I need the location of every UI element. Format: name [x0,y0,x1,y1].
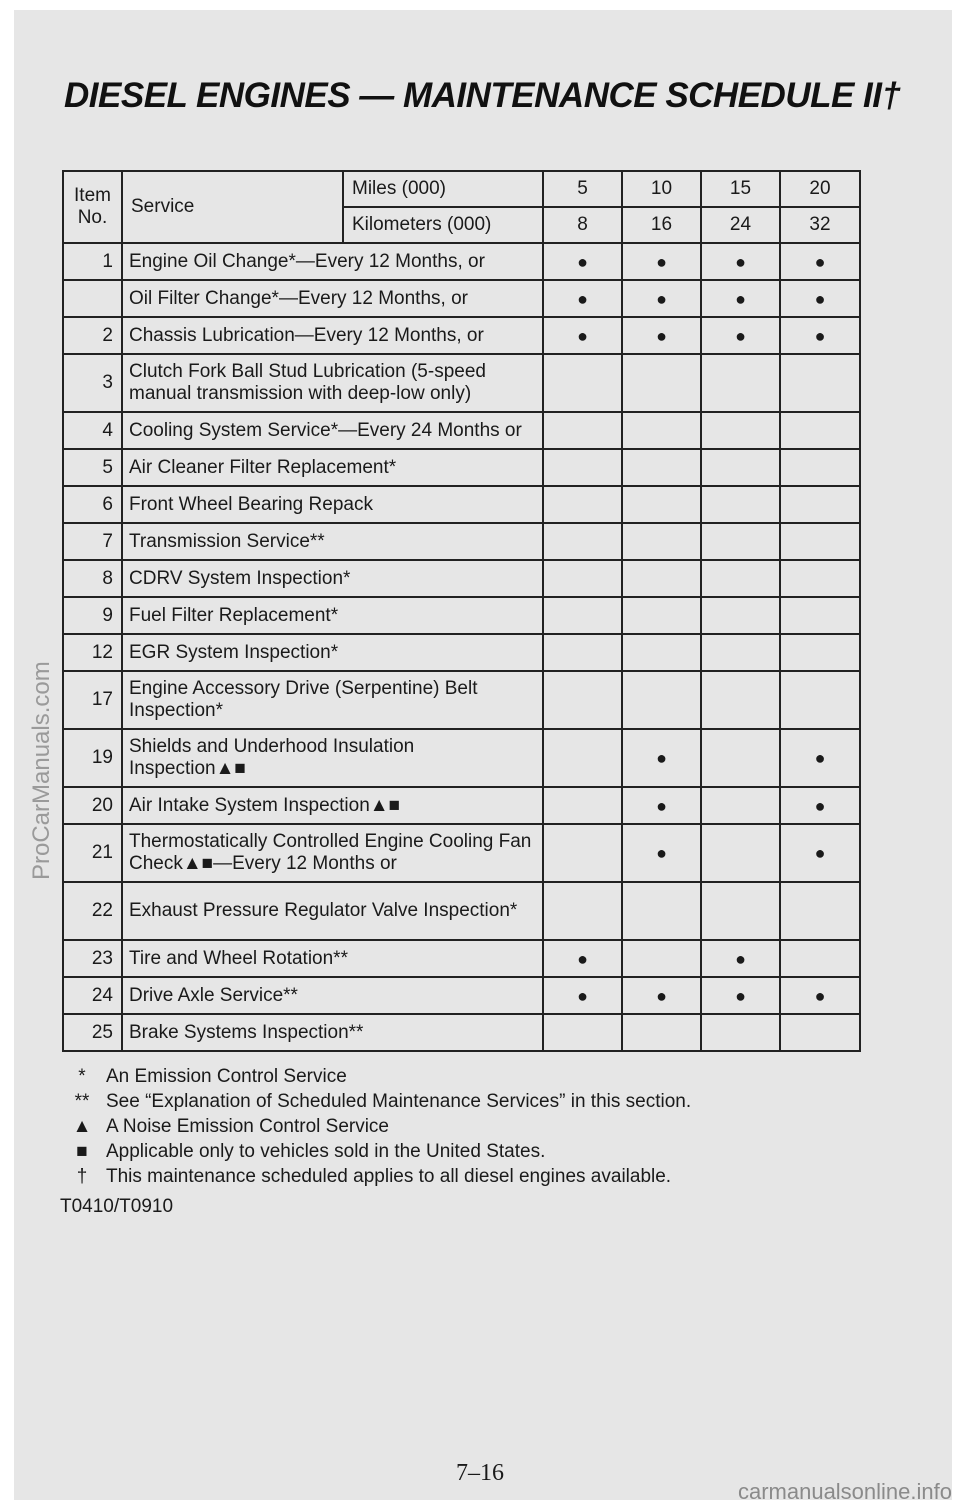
footnote [58,1164,691,1189]
footnote-text: A Noise Emission Control Service [106,1116,389,1137]
schedule-mark: ● [543,977,622,1014]
table-row [63,882,860,940]
schedule-mark [701,354,780,412]
footnote-text: An Emission Control Service [106,1066,347,1087]
item-number: 9 [63,597,122,634]
item-number: 6 [63,486,122,523]
schedule-mark [701,882,780,940]
footnote-symbol: * [78,1066,86,1087]
kilometers-header: Kilometers (000) [343,207,543,243]
service-description: Engine Accessory Drive (Serpentine) Belt Inspection* [122,671,543,729]
miles-interval: 10 [622,171,701,207]
schedule-mark [543,354,622,412]
schedule-mark [622,523,701,560]
schedule-mark: ● [780,977,860,1014]
schedule-mark: ● [622,977,701,1014]
schedule-mark: ● [701,317,780,354]
item-number: 20 [63,787,122,824]
schedule-mark: ● [701,243,780,280]
schedule-mark [543,787,622,824]
schedule-mark [543,486,622,523]
table-row [63,940,860,977]
schedule-mark [701,1014,780,1051]
table-row [63,449,860,486]
service-description: Clutch Fork Ball Stud Lubrication (5-speed manual transmission with deep-low only) [122,354,543,412]
service-description: Exhaust Pressure Regulator Valve Inspection* [122,882,543,940]
service-header: Service [122,171,343,243]
schedule-mark [780,354,860,412]
schedule-mark: ● [780,280,860,317]
schedule-mark [622,882,701,940]
item-number: 23 [63,940,122,977]
footnote-text: This maintenance scheduled applies to all diesel engines available. [106,1166,672,1187]
item-number: 17 [63,671,122,729]
km-interval: 32 [780,207,860,243]
schedule-mark [543,523,622,560]
watermark-bottom: carmanualsonline.info [737,1479,952,1504]
service-description: Drive Axle Service** [122,977,543,1014]
schedule-mark [622,597,701,634]
schedule-mark [543,729,622,787]
service-description: Air Cleaner Filter Replacement* [122,449,543,486]
table-row [63,824,860,882]
schedule-mark [701,597,780,634]
schedule-mark [780,523,860,560]
item-number: 21 [63,824,122,882]
schedule-mark [701,671,780,729]
schedule-mark: ● [622,280,701,317]
footnote-text: Applicable only to vehicles sold in the United States. [106,1141,546,1162]
service-description: EGR System Inspection* [122,634,543,671]
schedule-mark [701,523,780,560]
footnote [58,1139,691,1164]
schedule-mark [543,560,622,597]
service-description: Oil Filter Change*—Every 12 Months, or [122,280,543,317]
schedule-mark [701,787,780,824]
schedule-mark [543,449,622,486]
schedule-mark: ● [543,243,622,280]
table-row [63,486,860,523]
schedule-mark [780,486,860,523]
schedule-mark [780,597,860,634]
schedule-mark [701,449,780,486]
schedule-mark [780,449,860,486]
table-row [63,560,860,597]
service-description: Front Wheel Bearing Repack [122,486,543,523]
schedule-mark [780,671,860,729]
schedule-mark [622,354,701,412]
schedule-mark: ● [622,243,701,280]
schedule-mark [701,412,780,449]
schedule-mark: ● [543,280,622,317]
table-row [63,729,860,787]
service-description: Chassis Lubrication—Every 12 Months, or [122,317,543,354]
schedule-mark: ● [780,243,860,280]
schedule-mark [701,824,780,882]
schedule-mark: ● [701,940,780,977]
table-row [63,412,860,449]
item-no-header: Item No. [63,171,122,243]
schedule-mark [622,449,701,486]
schedule-mark [543,597,622,634]
km-interval: 16 [622,207,701,243]
footnotes [58,1064,691,1189]
table-row [63,597,860,634]
footnote [58,1064,691,1089]
table-row [63,671,860,729]
schedule-mark [543,671,622,729]
schedule-mark [622,560,701,597]
service-description: Tire and Wheel Rotation** [122,940,543,977]
schedule-mark: ● [701,977,780,1014]
schedule-mark: ● [780,317,860,354]
service-description: Cooling System Service*—Every 24 Months or [122,412,543,449]
table-row [63,523,860,560]
schedule-mark [543,824,622,882]
schedule-mark [701,729,780,787]
table-row [63,243,860,280]
schedule-mark [622,1014,701,1051]
page-title: DIESEL ENGINES — MAINTENANCE SCHEDULE II† [64,76,901,115]
service-description: Shields and Underhood Insulation Inspection▲■ [122,729,543,787]
table-row [63,317,860,354]
service-description: Fuel Filter Replacement* [122,597,543,634]
service-description: Brake Systems Inspection** [122,1014,543,1051]
item-number: 4 [63,412,122,449]
km-interval: 8 [543,207,622,243]
schedule-mark: ● [622,824,701,882]
schedule-mark: ● [780,824,860,882]
item-number: 22 [63,882,122,940]
table-row [63,1014,860,1051]
table-row [63,634,860,671]
schedule-mark [543,634,622,671]
item-number: 7 [63,523,122,560]
schedule-mark [701,560,780,597]
km-interval: 24 [701,207,780,243]
schedule-mark: ● [622,729,701,787]
miles-interval: 20 [780,171,860,207]
page-number: 7–16 [456,1460,504,1486]
schedule-mark [622,412,701,449]
schedule-mark [780,560,860,597]
table-row [63,977,860,1014]
footnote-symbol: ▲ [72,1116,92,1137]
item-number: 1 [63,243,122,280]
schedule-mark: ● [780,787,860,824]
document-code: T0410/T0910 [60,1196,174,1217]
footnote [58,1114,691,1139]
schedule-mark [543,412,622,449]
service-description: CDRV System Inspection* [122,560,543,597]
schedule-mark [622,671,701,729]
schedule-mark: ● [701,280,780,317]
item-number: 19 [63,729,122,787]
service-description: Thermostatically Controlled Engine Cooling Fan Check▲■—Every 12 Months or [122,824,543,882]
footnote-symbol: † [76,1166,88,1187]
miles-header: Miles (000) [343,171,543,207]
schedule-mark [780,412,860,449]
header-row-miles [63,171,860,207]
item-number: 2 [63,317,122,354]
service-description: Transmission Service** [122,523,543,560]
schedule-mark: ● [780,729,860,787]
footnote-symbol: ** [74,1091,90,1112]
miles-interval: 15 [701,171,780,207]
footnote [58,1089,691,1114]
schedule-mark [780,634,860,671]
service-description: Air Intake System Inspection▲■ [122,787,543,824]
schedule-mark: ● [622,317,701,354]
maintenance-schedule-table [62,170,861,1052]
watermark-side: ProCarManuals.com [28,661,55,880]
miles-interval: 5 [543,171,622,207]
schedule-mark [701,634,780,671]
schedule-mark: ● [622,787,701,824]
item-number: 24 [63,977,122,1014]
schedule-mark [622,634,701,671]
item-number: 8 [63,560,122,597]
table-row [63,787,860,824]
item-number: 25 [63,1014,122,1051]
service-description: Engine Oil Change*—Every 12 Months, or [122,243,543,280]
footnote-text: See “Explanation of Scheduled Maintenance Services” in this section. [106,1091,692,1112]
footnote-symbol: ■ [76,1141,88,1162]
item-number: 5 [63,449,122,486]
schedule-mark [701,486,780,523]
schedule-mark: ● [543,940,622,977]
schedule-mark [543,882,622,940]
table-row [63,280,860,317]
item-number: 12 [63,634,122,671]
table-row [63,354,860,412]
schedule-mark [622,940,701,977]
item-number [63,280,122,317]
item-number: 3 [63,354,122,412]
schedule-mark: ● [543,317,622,354]
schedule-mark [780,882,860,940]
schedule-mark [780,1014,860,1051]
schedule-mark [622,486,701,523]
schedule-mark [780,940,860,977]
schedule-mark [543,1014,622,1051]
